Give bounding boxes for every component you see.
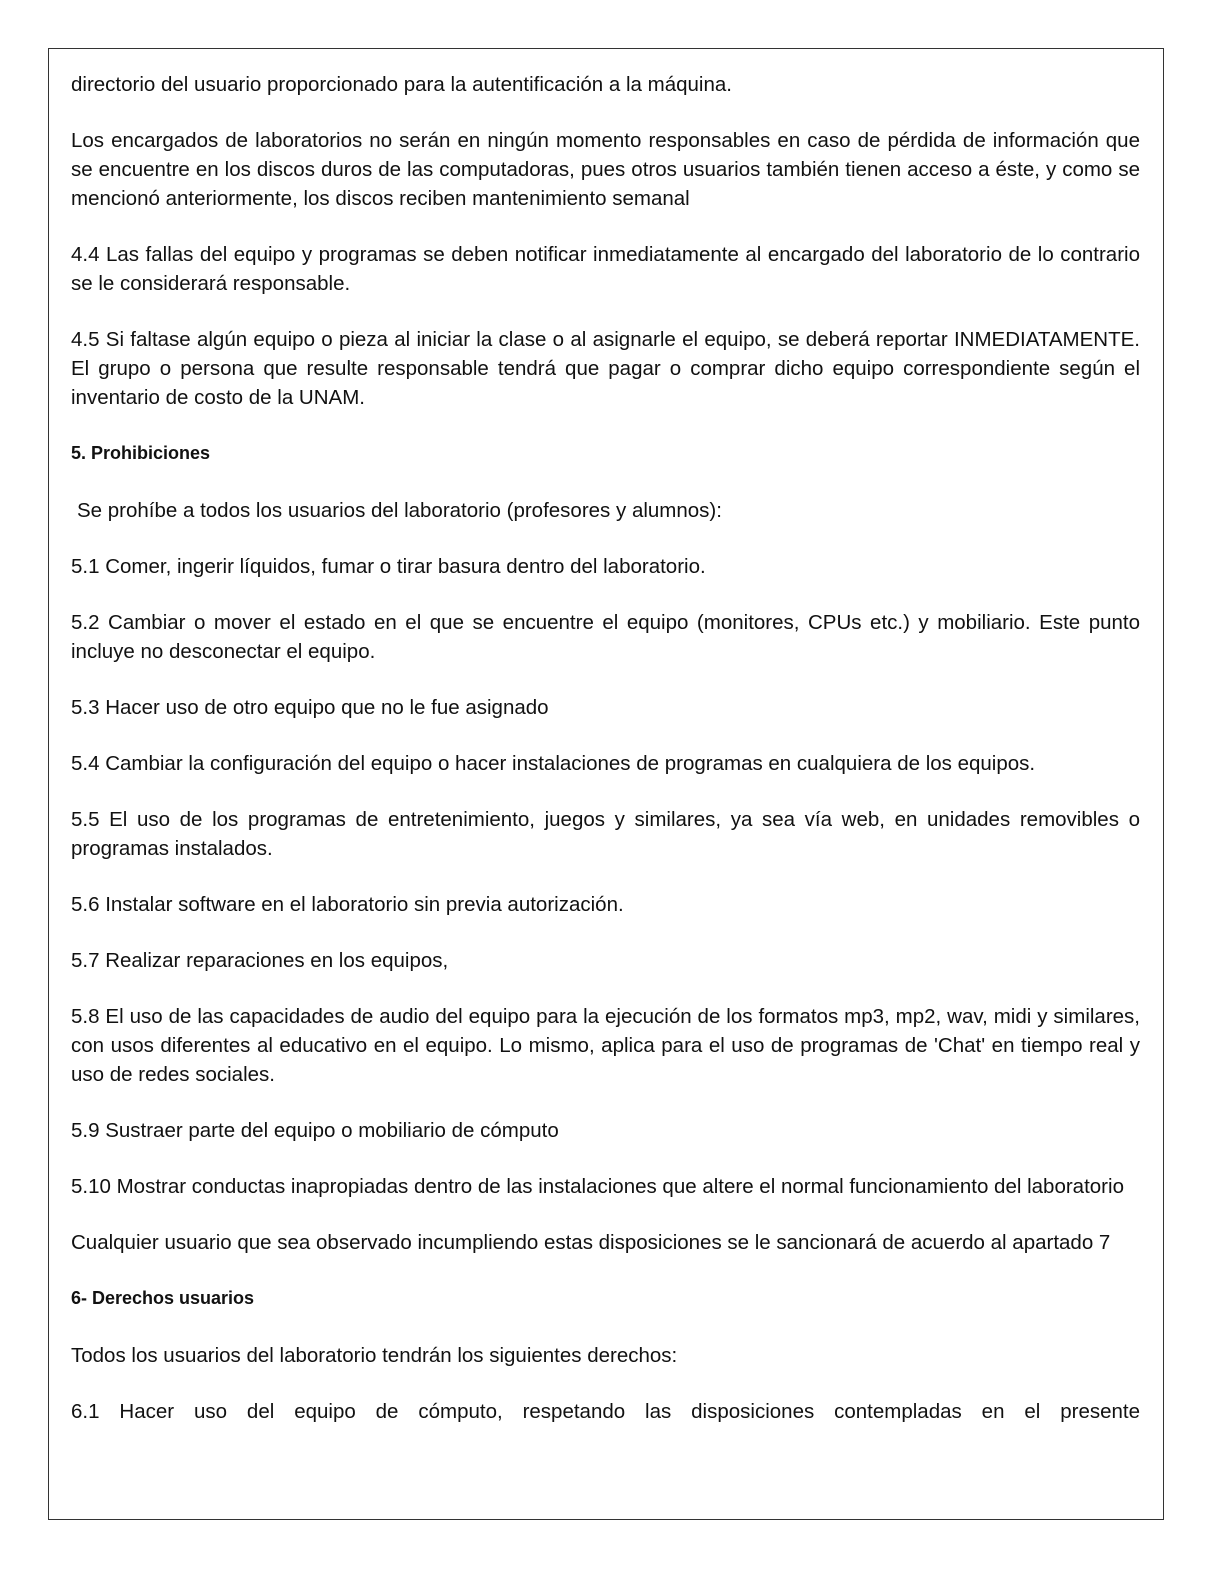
paragraph-5-10: 5.10 Mostrar conductas inapropiadas dentro de las instalaciones que altere el normal funcionamiento del laboratorio: [71, 1175, 1124, 1198]
paragraph-5-2: 5.2 Cambiar o mover el estado en el que se encuentre el equipo (monitores, CPUs etc.) y mobiliario. Este punto incluye no desconectar el equipo.: [71, 611, 1140, 663]
paragraph-4-5: 4.5 Si faltase algún equipo o pieza al iniciar la clase o al asignarle el equipo, se deberá reportar INMEDIATAMENTE. El grupo o persona que resulte responsable tendrá que pagar o comprar dicho equipo correspondiente según el inventario de costo de la UNAM.: [71, 328, 1140, 409]
paragraph-5-4: 5.4 Cambiar la configuración del equipo o hacer instalaciones de programas en cualquiera de los equipos.: [71, 752, 1036, 775]
paragraph-5-5: 5.5 El uso de los programas de entretenimiento, juegos y similares, ya sea vía web, en unidades removibles o programas instalados.: [71, 808, 1140, 860]
paragraph-6-1: 6.1 Hacer uso del equipo de cómputo, respetando las disposiciones contempladas en el presente: [71, 1400, 1140, 1423]
paragraph-5-1: 5.1 Comer, ingerir líquidos, fumar o tirar basura dentro del laboratorio.: [71, 555, 706, 578]
paragraph-intro-tail: directorio del usuario proporcionado para la autentificación a la máquina.: [71, 73, 732, 96]
paragraph-5-7: 5.7 Realizar reparaciones en los equipos,: [71, 949, 449, 972]
paragraph-5-9: 5.9 Sustraer parte del equipo o mobiliario de cómputo: [71, 1119, 559, 1142]
paragraph-5-3: 5.3 Hacer uso de otro equipo que no le fue asignado: [71, 696, 549, 719]
paragraph-5-8: 5.8 El uso de las capacidades de audio del equipo para la ejecución de los formatos mp3, mp2, wav, midi y similares, con usos diferentes al educativo en el equipo. Lo mismo, aplica para el uso de programas de 'Chat' en tiempo real y uso de redes sociales.: [71, 1005, 1140, 1086]
document-body: [71, 70, 1140, 1453]
paragraph-5-intro: Se prohíbe a todos los usuarios del laboratorio (profesores y alumnos):: [77, 499, 722, 522]
section-heading-6: 6- Derechos usuarios: [71, 1288, 255, 1308]
paragraph-encargados: Los encargados de laboratorios no serán en ningún momento responsables en caso de pérdida de información que se encuentre en los discos duros de las computadoras, pues otros usuarios también tienen acceso a éste, y como se mencionó anteriormente, los discos reciben mantenimiento semanal: [71, 129, 1140, 210]
paragraph-5-6: 5.6 Instalar software en el laboratorio sin previa autorización.: [71, 893, 624, 916]
paragraph-4-4: 4.4 Las fallas del equipo y programas se deben notificar inmediatamente al encargado del laboratorio de lo contrario se le considerará responsable.: [71, 243, 1140, 295]
paragraph-sancion: Cualquier usuario que sea observado incumpliendo estas disposiciones se le sancionará de acuerdo al apartado 7: [71, 1231, 1111, 1254]
section-heading-5: 5. Prohibiciones: [71, 443, 211, 463]
paragraph-6-intro: Todos los usuarios del laboratorio tendrán los siguientes derechos:: [71, 1344, 678, 1367]
